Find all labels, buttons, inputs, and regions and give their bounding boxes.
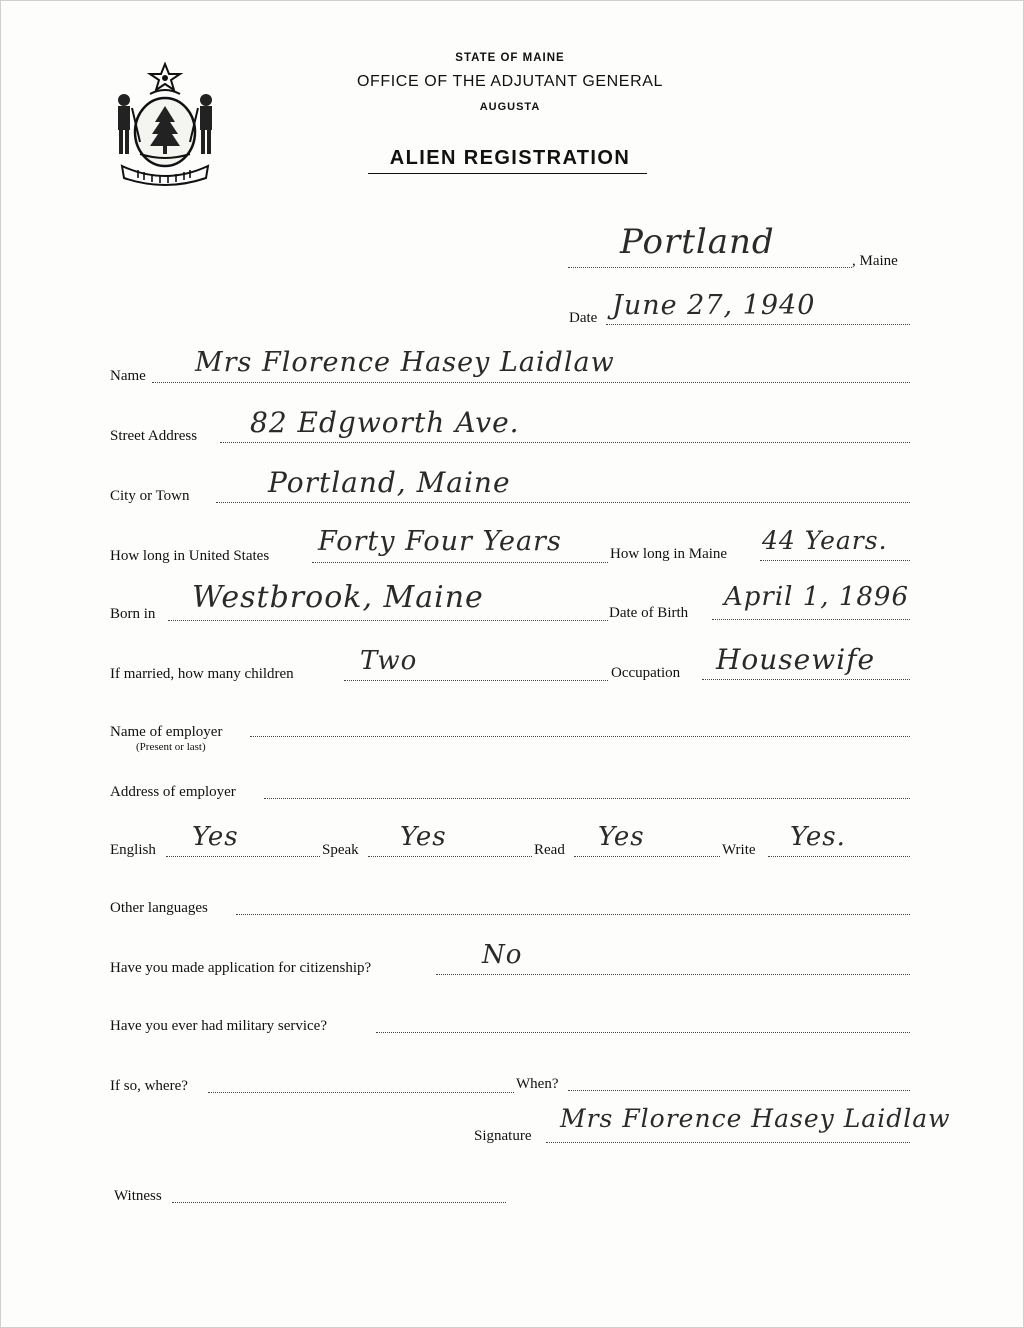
write-label: Write	[722, 842, 756, 858]
how-long-us-label: How long in United States	[110, 548, 270, 564]
city-label: City or Town	[110, 488, 190, 504]
title-underline	[368, 173, 647, 174]
other-languages-label: Other languages	[110, 900, 208, 916]
if-so-where-line	[208, 1092, 514, 1093]
how-long-us-line	[312, 562, 608, 563]
header-office: OFFICE OF THE ADJUTANT GENERAL	[356, 73, 664, 90]
write-line	[768, 856, 910, 857]
speak-entry: Yes	[400, 822, 447, 852]
header-city: AUGUSTA	[479, 101, 541, 113]
when-line	[568, 1090, 910, 1091]
date-line	[606, 324, 910, 325]
maine-suffix-label: , Maine	[852, 253, 898, 269]
signature-line	[546, 1142, 910, 1143]
born-in-label: Born in	[110, 606, 156, 622]
name-label: Name	[110, 368, 146, 384]
if-so-where-label: If so, where?	[110, 1078, 188, 1094]
street-address-entry: 82 Edgworth Ave.	[250, 406, 520, 439]
witness-label: Witness	[114, 1188, 162, 1204]
read-entry: Yes	[598, 822, 645, 852]
citizenship-line	[436, 974, 910, 975]
military-label: Have you ever had military service?	[110, 1018, 327, 1034]
occupation-line	[702, 679, 910, 680]
citizenship-label: Have you made application for citizenship?	[110, 960, 372, 976]
place-line	[568, 267, 852, 268]
city-line	[216, 502, 910, 503]
children-entry: Two	[360, 646, 418, 676]
speak-label: Speak	[322, 842, 359, 858]
english-label: English	[110, 842, 156, 858]
name-line	[152, 382, 910, 383]
employer-address-line	[264, 798, 910, 799]
witness-line	[172, 1202, 506, 1203]
signature-label: Signature	[474, 1128, 532, 1144]
citizenship-entry: No	[482, 940, 523, 970]
how-long-us-entry: Forty Four Years	[318, 526, 562, 557]
born-in-entry: Westbrook, Maine	[192, 580, 484, 615]
children-line	[344, 680, 608, 681]
date-label: Date	[569, 310, 598, 326]
read-label: Read	[534, 842, 565, 858]
employer-address-label: Address of employer	[110, 784, 236, 800]
employer-note: (Present or last)	[136, 741, 206, 753]
military-line	[376, 1032, 910, 1033]
how-long-maine-label: How long in Maine	[610, 546, 728, 562]
employer-label: Name of employer	[110, 724, 223, 740]
occupation-entry: Housewife	[716, 643, 876, 676]
other-languages-line	[236, 914, 910, 915]
employer-line	[250, 736, 910, 737]
maine-seal-icon	[110, 62, 220, 187]
street-address-line	[220, 442, 910, 443]
english-entry: Yes	[192, 822, 239, 852]
children-label: If married, how many children	[110, 666, 294, 682]
date-of-birth-entry: April 1, 1896	[724, 582, 909, 612]
name-entry: Mrs Florence Hasey Laidlaw	[195, 347, 615, 378]
how-long-maine-entry: 44 Years.	[762, 526, 888, 555]
place-entry: Portland	[620, 222, 775, 262]
how-long-maine-line	[760, 560, 910, 561]
english-line	[166, 856, 320, 857]
date-of-birth-label: Date of Birth	[609, 605, 689, 621]
when-label: When?	[516, 1076, 559, 1092]
header-state: STATE OF MAINE	[455, 52, 565, 64]
street-address-label: Street Address	[110, 428, 198, 444]
date-of-birth-line	[712, 619, 910, 620]
date-entry: June 27, 1940	[612, 290, 816, 321]
form-title: ALIEN REGISTRATION	[389, 147, 631, 169]
read-line	[574, 856, 720, 857]
signature-entry: Mrs Florence Hasey Laidlaw	[560, 1104, 951, 1133]
write-entry: Yes.	[790, 822, 846, 852]
city-entry: Portland, Maine	[268, 466, 511, 499]
occupation-label: Occupation	[611, 665, 681, 681]
speak-line	[368, 856, 532, 857]
born-in-line	[168, 620, 608, 621]
